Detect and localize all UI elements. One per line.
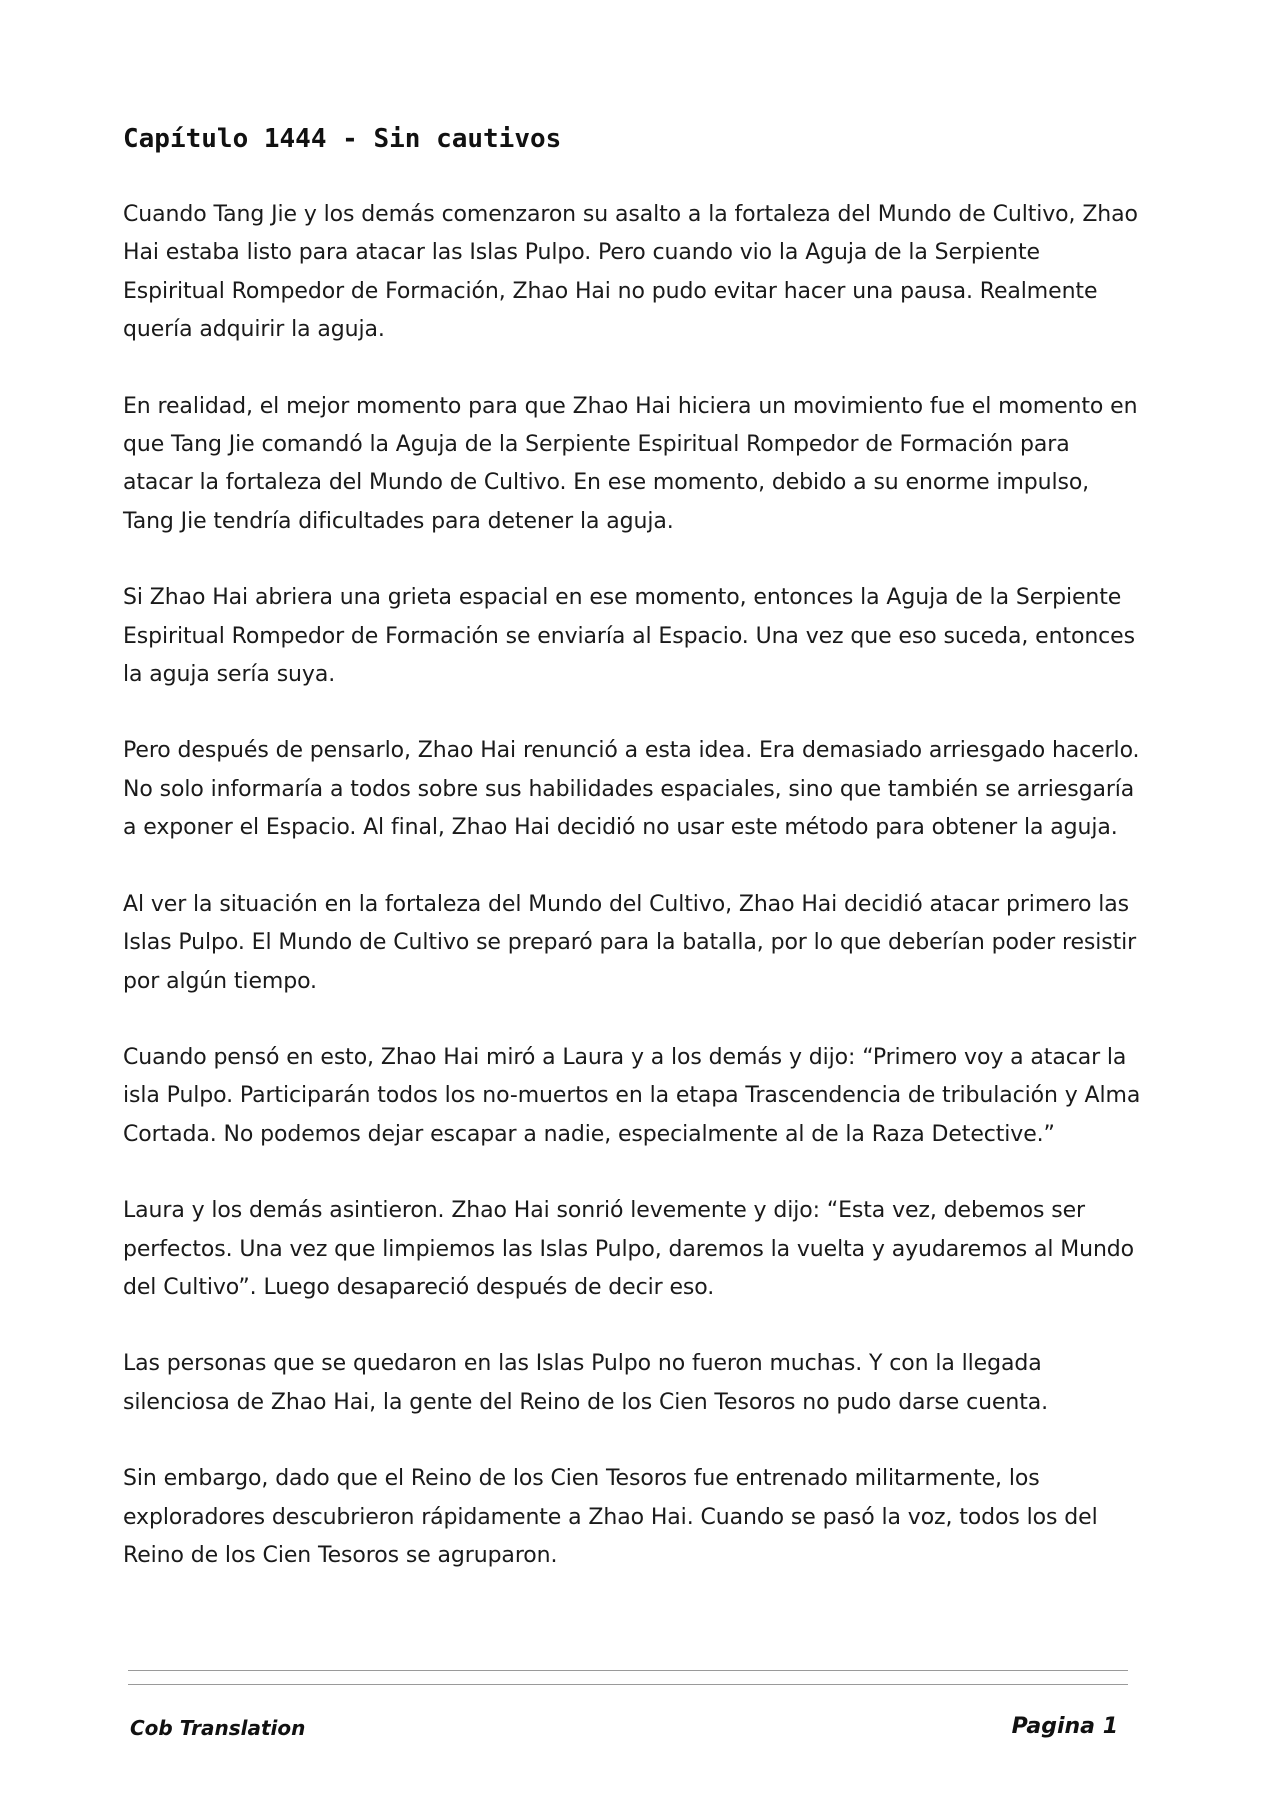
paragraph-9: Sin embargo, dado que el Reino de los Cien Tesoros fue entrenado militarmente, los exploradores descubrieron rápidamente a Zhao Hai. Cuando se pasó la voz, todos los del Reino de los Cien Tesoros se agruparon.	[123, 1466, 1098, 1568]
paragraph-4: Pero después de pensarlo, Zhao Hai renunció a esta idea. Era demasiado arriesgado hacerlo. No solo informaría a todos sobre sus habilidades espaciales, sino que también se arriesgaría a exponer el Espacio. Al final, Zhao Hai decidió no usar este método para obtener la aguja.	[123, 738, 1140, 841]
paragraph-6: Cuando pensó en esto, Zhao Hai miró a Laura y a los demás y dijo: “Primero voy a atacar la isla Pulpo. Participarán todos los no-muertos en la etapa Trascendencia de tribulación y Alma Cortada. No podemos dejar escapar a nadie, especialmente al de la Raza Detective.”	[123, 1044, 1141, 1147]
chapter-title: Capítulo 1444 - Sin cautivos	[123, 124, 562, 154]
footer-page-number: Pagina 1	[1011, 1714, 1118, 1739]
footer-translator-credit: Cob Translation	[130, 1716, 306, 1740]
footer-divider-top	[128, 1670, 1128, 1671]
paragraph-1: Cuando Tang Jie y los demás comenzaron su asalto a la fortaleza del Mundo de Cultivo, Zhao Hai estaba listo para atacar las Islas Pulpo. Pero cuando vio la Aguja de la Serpiente Espiritual Rompedor de Formación, Zhao Hai no pudo evitar hacer una pausa. Realmente quería adquirir la aguja.	[123, 202, 1138, 343]
body-text	[123, 196, 1143, 1613]
paragraph-3: Si Zhao Hai abriera una grieta espacial en ese momento, entonces la Aguja de la Serpiente Espiritual Rompedor de Formación se enviaría al Espacio. Una vez que eso suceda, entonces la aguja sería suya.	[123, 585, 1135, 688]
paragraph-8: Las personas que se quedaron en las Islas Pulpo no fueron muchas. Y con la llegada silenciosa de Zhao Hai, la gente del Reino de los Cien Tesoros no pudo darse cuenta.	[123, 1351, 1048, 1415]
paragraph-2: En realidad, el mejor momento para que Zhao Hai hiciera un movimiento fue el momento en que Tang Jie comandó la Aguja de la Serpiente Espiritual Rompedor de Formación para atacar la fortaleza del Mundo de Cultivo. En ese momento, debido a su enorme impulso, Tang Jie tendría dificultades para detener la aguja.	[123, 393, 1138, 534]
footer-divider-bottom	[128, 1684, 1128, 1685]
paragraph-7: Laura y los demás asintieron. Zhao Hai sonrió levemente y dijo: “Esta vez, debemos ser perfectos. Una vez que limpiemos las Islas Pulpo, daremos la vuelta y ayudaremos al Mundo del Cultivo”. Luego desapareció después de decir eso.	[123, 1198, 1135, 1300]
paragraph-5: Al ver la situación en la fortaleza del Mundo del Cultivo, Zhao Hai decidió atacar primero las Islas Pulpo. El Mundo de Cultivo se preparó para la batalla, por lo que deberían poder resistir por algún tiempo.	[123, 891, 1137, 994]
